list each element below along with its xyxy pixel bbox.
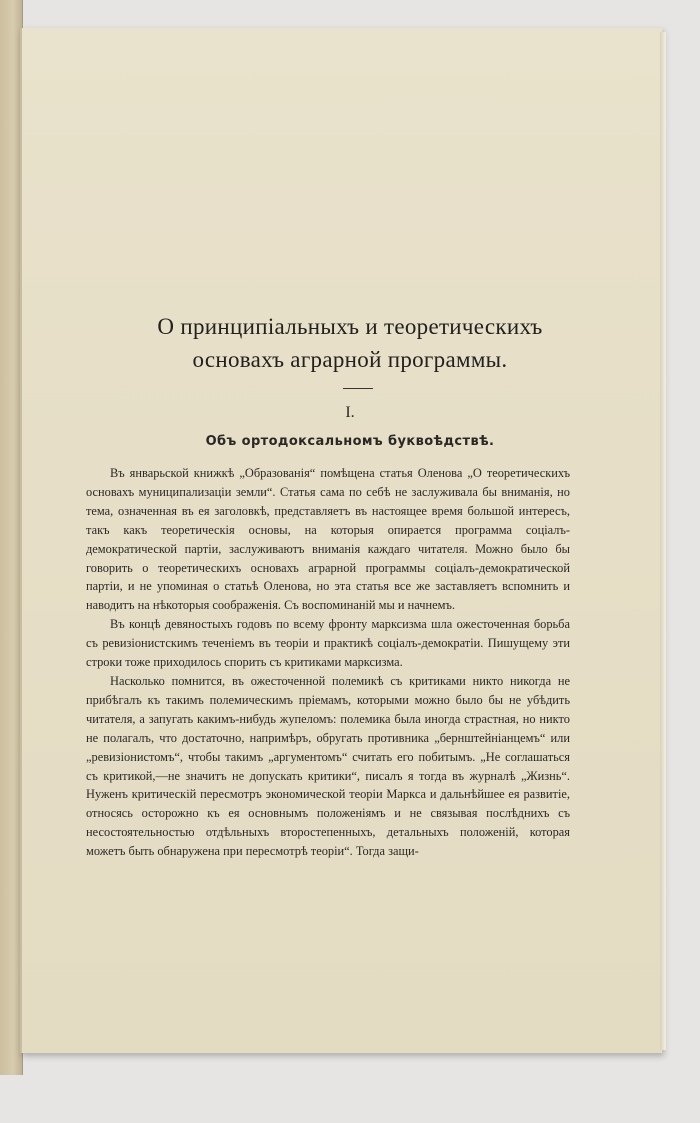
section-number: I. [345,404,355,421]
title-divider [343,388,373,389]
paragraph: Насколько помнится, въ ожесточенной полемикѣ съ критиками никто никогда не прибѣгалъ къ такимъ полемическимъ пріемамъ, которыми можно было бы не убѣдить читателя, а запугать какимъ-нибудь жупеломъ: полемика была иногда страстная, но никто не полагалъ, что достаточно, напримѣръ, обругать противника „бернштейніанцемъ“ или „ревизіонистомъ“, чтобы такимъ „аргументомъ“ считать его побитымъ. „Не соглашаться съ критикой,—не значитъ не допускать критики“, писалъ я тогда въ журналѣ „Жизнь“. Нуженъ критическій пересмотръ экономической теоріи Маркса и дальнѣйшее ея развитіе, относясь осторожно къ ея основнымъ положеніямъ и не связывая послѣднихъ съ несостоятельностью отдѣльныхъ второстепенныхъ, детальныхъ положеній, которая можетъ быть обнаружена при пересмотрѣ теоріи“. Тогда защи- [86,673,570,859]
paragraph: Въ январьской книжкѣ „Образованія“ помѣщена статья Оленова „О теоретическихъ основахъ муниципализаціи земли“. Статья сама по себѣ не заслуживала бы вниманія, но тема, означенная въ ея заголовкѣ, представляетъ въ настоящее время большой интересъ, такъ какъ теоретическія основы, на которыя опирается программа соціалъ-демократической партіи, заслуживаютъ вниманія каждаго читателя. Можно было бы говорить о теоретическихъ основахъ аграрной программы соціалъ-демократической партіи, и не упоминая о статьѣ Оленова, но эта статья все же заставляетъ вспомнить и наводитъ на нѣкоторыя соображенія. Съ воспоминаній мы и начнемъ. [86,466,570,613]
page-title [40,310,660,376]
title-line-1: О принципіальныхъ и теоретическихъ [157,314,543,339]
section-subtitle: Объ ортодоксальномъ буквоѣдствѣ. [205,434,495,449]
paragraph: Въ концѣ девяностыхъ годовъ по всему фронту марксизма шла ожесточенная борьба съ ревизіонистскимъ теченіемъ въ теоріи и практикѣ соціалъ-демократіи. Пишущему эти строки тоже приходилось спорить съ критиками марксизма. [86,617,570,670]
title-line-2: основахъ аграрной программы. [192,347,508,372]
body-text [86,464,570,861]
page-edge [660,32,666,1050]
